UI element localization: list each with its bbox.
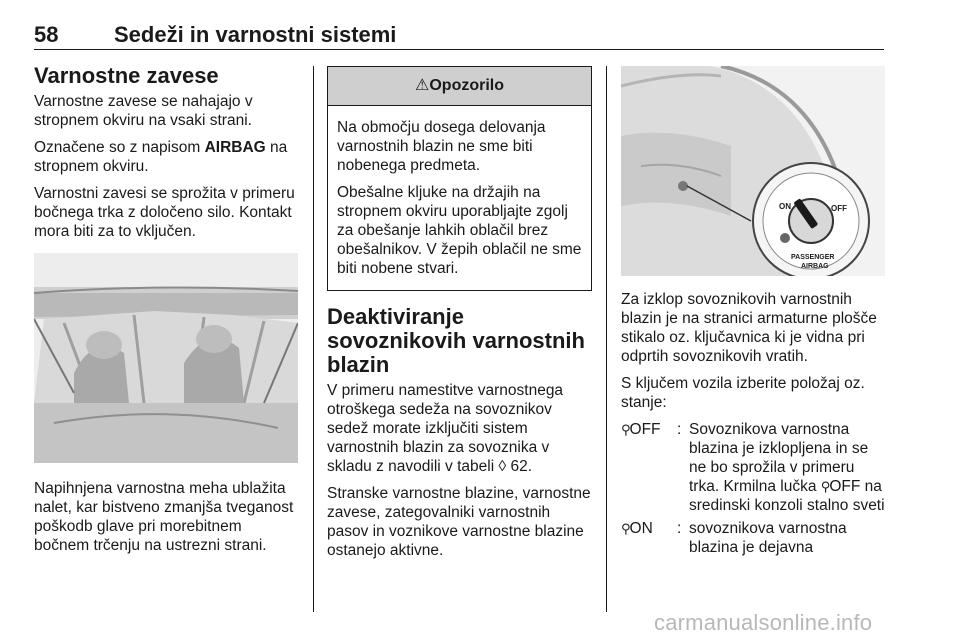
paragraph: Napihnjena varnostna meha ublažita nalet, kar bistveno zmanjša tveganost poškodb glave pri morebitnem bočnem trčenju na ustrezni strani. xyxy=(34,480,294,554)
switch-on-label: ON xyxy=(779,202,791,211)
definition-desc-on xyxy=(689,519,887,557)
definition-term-on xyxy=(621,519,677,557)
paragraph: S ključem vozila izberite položaj oz. stanje: xyxy=(621,375,865,411)
warning-paragraph: Obešalne kljuke na držajih na stropnem okviru uporabljajte zgolj za obešanje lahkih oblačil brez obešalnikov. V žepih oblačil ne sme biti nobene stvari. xyxy=(337,184,582,277)
paragraph xyxy=(327,381,592,476)
airbag-switch-illustration xyxy=(621,66,885,276)
child-seat-airbag-off-icon: ⚲ xyxy=(820,479,830,494)
paragraph: Varnostne zavese se nahajajo v stropnem okviru na vsaki strani. xyxy=(34,93,253,129)
running-title: Sedeži in varnostni sistemi xyxy=(114,22,397,47)
definition-row-on: ⚲ON : sovoznikova varnostna blazina je dejavna xyxy=(621,519,887,557)
section-heading-deactivation: Deaktiviranje sovoznikovih varnostnih blazin xyxy=(327,304,585,377)
switch-off-label: OFF xyxy=(831,204,847,213)
column-deactivation xyxy=(327,66,592,568)
child-seat-airbag-on-icon: ⚲ xyxy=(621,521,630,536)
text: V primeru namestitve varnostnega otroškega sedeža na sovoznikov sedež morate izključiti sistem varnostnih blazin za sovoznika v skladu z navodili v tabeli xyxy=(327,382,564,475)
warning-triangle-icon: ⚠ xyxy=(415,77,430,94)
column-divider-2 xyxy=(606,66,607,612)
airbag-label-text: AIRBAG xyxy=(204,139,266,156)
curtain-airbag-illustration xyxy=(34,253,298,463)
definition-term-off xyxy=(621,420,677,515)
text: na sredinski konzoli stalno sveti xyxy=(689,478,885,514)
warning-header xyxy=(328,67,591,106)
text: na stropnem okviru. xyxy=(34,139,288,175)
text: Sovoznikova varnostna blazina je izklopljena in se ne bo sprožila v primeru trka. Krmilna lučka xyxy=(689,421,869,495)
child-seat-airbag-off-icon: ⚲ xyxy=(621,422,630,437)
warning-box xyxy=(327,66,592,291)
page-reference-icon: ◊ xyxy=(498,458,507,475)
switch-positions-list xyxy=(621,420,887,557)
watermark: carmanualsonline.info xyxy=(654,610,873,635)
paragraph: Stranske varnostne blazine, varnostne zavese, zategovalniki varnostnih pasov in voznikove varnostne blazine ostanejo aktivne. xyxy=(327,485,591,559)
switch-label-passenger: PASSENGER xyxy=(791,254,835,261)
term-text: ON xyxy=(629,520,653,537)
column-switch xyxy=(621,66,887,561)
section-heading-curtain-airbags: Varnostne zavese xyxy=(34,63,219,88)
warning-body xyxy=(328,106,591,290)
text: OFF xyxy=(829,478,861,495)
term-text: OFF xyxy=(629,421,661,438)
definition-desc-off xyxy=(689,420,887,515)
paragraph: Za izklop sovoznikovih varnostnih blazin je na stranici armaturne plošče stikalo oz. ključavnica ki je vidna pri odprtih sovoznikovih vratih. xyxy=(621,291,877,365)
column-curtain-airbags xyxy=(34,64,298,563)
page-reference-number: 62 xyxy=(510,458,528,475)
paragraph: Varnostni zavesi se sprožita v primeru bočnega trka z določeno silo. Kontakt mora biti za to vključen. xyxy=(34,185,295,240)
text: Označene so z napisom xyxy=(34,139,205,156)
column-divider-1 xyxy=(313,66,314,612)
warning-paragraph: Na območju dosega delovanja varnostnih blazin ne sme biti nobenega predmeta. xyxy=(337,119,546,174)
header-rule xyxy=(34,49,884,50)
warning-title: Opozorilo xyxy=(429,77,504,94)
definition-row-off: ⚲OFF : Sovoznikova varnostna blazina je izklopljena in se ne bo sprožila v primeru trka. Krmilna lučka ⚲OFF na sredinski konzoli stalno sveti xyxy=(621,420,887,515)
text: . xyxy=(527,458,533,475)
page-number: 58 xyxy=(34,22,59,47)
paragraph xyxy=(34,138,298,176)
switch-label-airbag: AIRBAG xyxy=(801,263,829,270)
text: sovoznikova varnostna blazina je dejavna xyxy=(689,520,847,556)
page-header xyxy=(34,22,884,52)
